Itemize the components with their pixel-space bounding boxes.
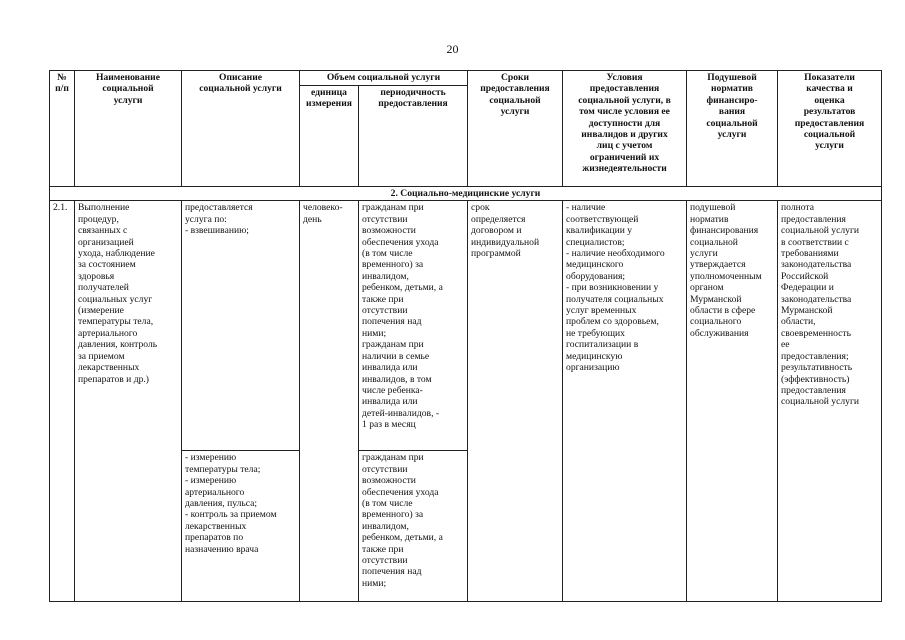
header-name: Наименование социальной услуги <box>75 71 182 187</box>
header-norm: Подушевой норматив финансиро- вания социальной услуги <box>687 71 778 187</box>
page-number: 20 <box>446 42 459 56</box>
header-quality: Показатели качества и оценка результатов предоставления социальной услуги <box>778 71 882 187</box>
header-terms: Сроки предоставления социальной услуги <box>468 71 563 187</box>
header-row-1 <box>50 71 882 86</box>
header-periodicity: периодичность предоставления <box>359 86 468 187</box>
table-row <box>50 201 882 451</box>
service-conditions: - наличие соответствующей квалификации у специалистов; - наличие необходимого медицинского оборудования; - при возникновении у получателя социальных услуг временных проблем со здоровьем, не требующих госпитализации в медицинскую организацию <box>563 201 687 602</box>
header-unit: единица измерения <box>300 86 359 187</box>
row-number: 2.1. <box>50 201 75 602</box>
header-num: № п/п <box>50 71 75 187</box>
services-table <box>49 70 882 602</box>
periodicity-b: гражданам при отсутствии возможности обеспечения ухода (в том числе временного) за инвалидом, ребенком, детьми, а также при отсутствии попечения над ними; <box>359 451 468 602</box>
header-description: Описание социальной услуги <box>182 71 300 187</box>
section-title: 2. Социально-медицинские услуги <box>50 187 882 201</box>
unit-of-measure: человеко- день <box>300 201 359 602</box>
service-terms: срок определяется договором и индивидуальной программой <box>468 201 563 602</box>
service-description-a: предоставляется услуга по: - взвешиванию; <box>182 201 300 451</box>
service-name: Выполнение процедур, связанных с организацией ухода, наблюдение за состоянием здоровья получателей социальных услуг (измерение температуры тела, артериального давления, контроль за приемом лекарственных препаратов и др.) <box>75 201 182 602</box>
periodicity-a: гражданам при отсутствии возможности обеспечения ухода (в том числе временного) за инвалидом, ребенком, детьми, а также при отсутствии попечения над ними; гражданам при наличии в семье инвалида или инвалидов, в том числе ребенка- инвалида или детей-инвалидов, - 1 раз в месяц <box>359 201 468 451</box>
header-volume: Объем социальной услуги <box>300 71 468 86</box>
financing-norm: подушевой норматив финансирования социальной услуги утверждается уполномоченным органом Мурманской области в сфере социального обслуживания <box>687 201 778 602</box>
service-description-b: - измерению температуры тела; - измерению артериального давления, пульса; - контроль за приемом лекарственных препаратов по назначению врача <box>182 451 300 602</box>
quality-indicators: полнота предоставления социальной услуги в соответствии с требованиями законодательства Российской Федерации и законодательства Мурманской области, своевременность ее предоставления; результативность (эффективность) предоставления социальной услуги <box>778 201 882 602</box>
header-conditions: Условия предоставления социальной услуги, в том числе условия ее доступности для инвалидов и других лиц с учетом ограничений их жизнедеятельности <box>563 71 687 187</box>
section-row <box>50 187 882 201</box>
